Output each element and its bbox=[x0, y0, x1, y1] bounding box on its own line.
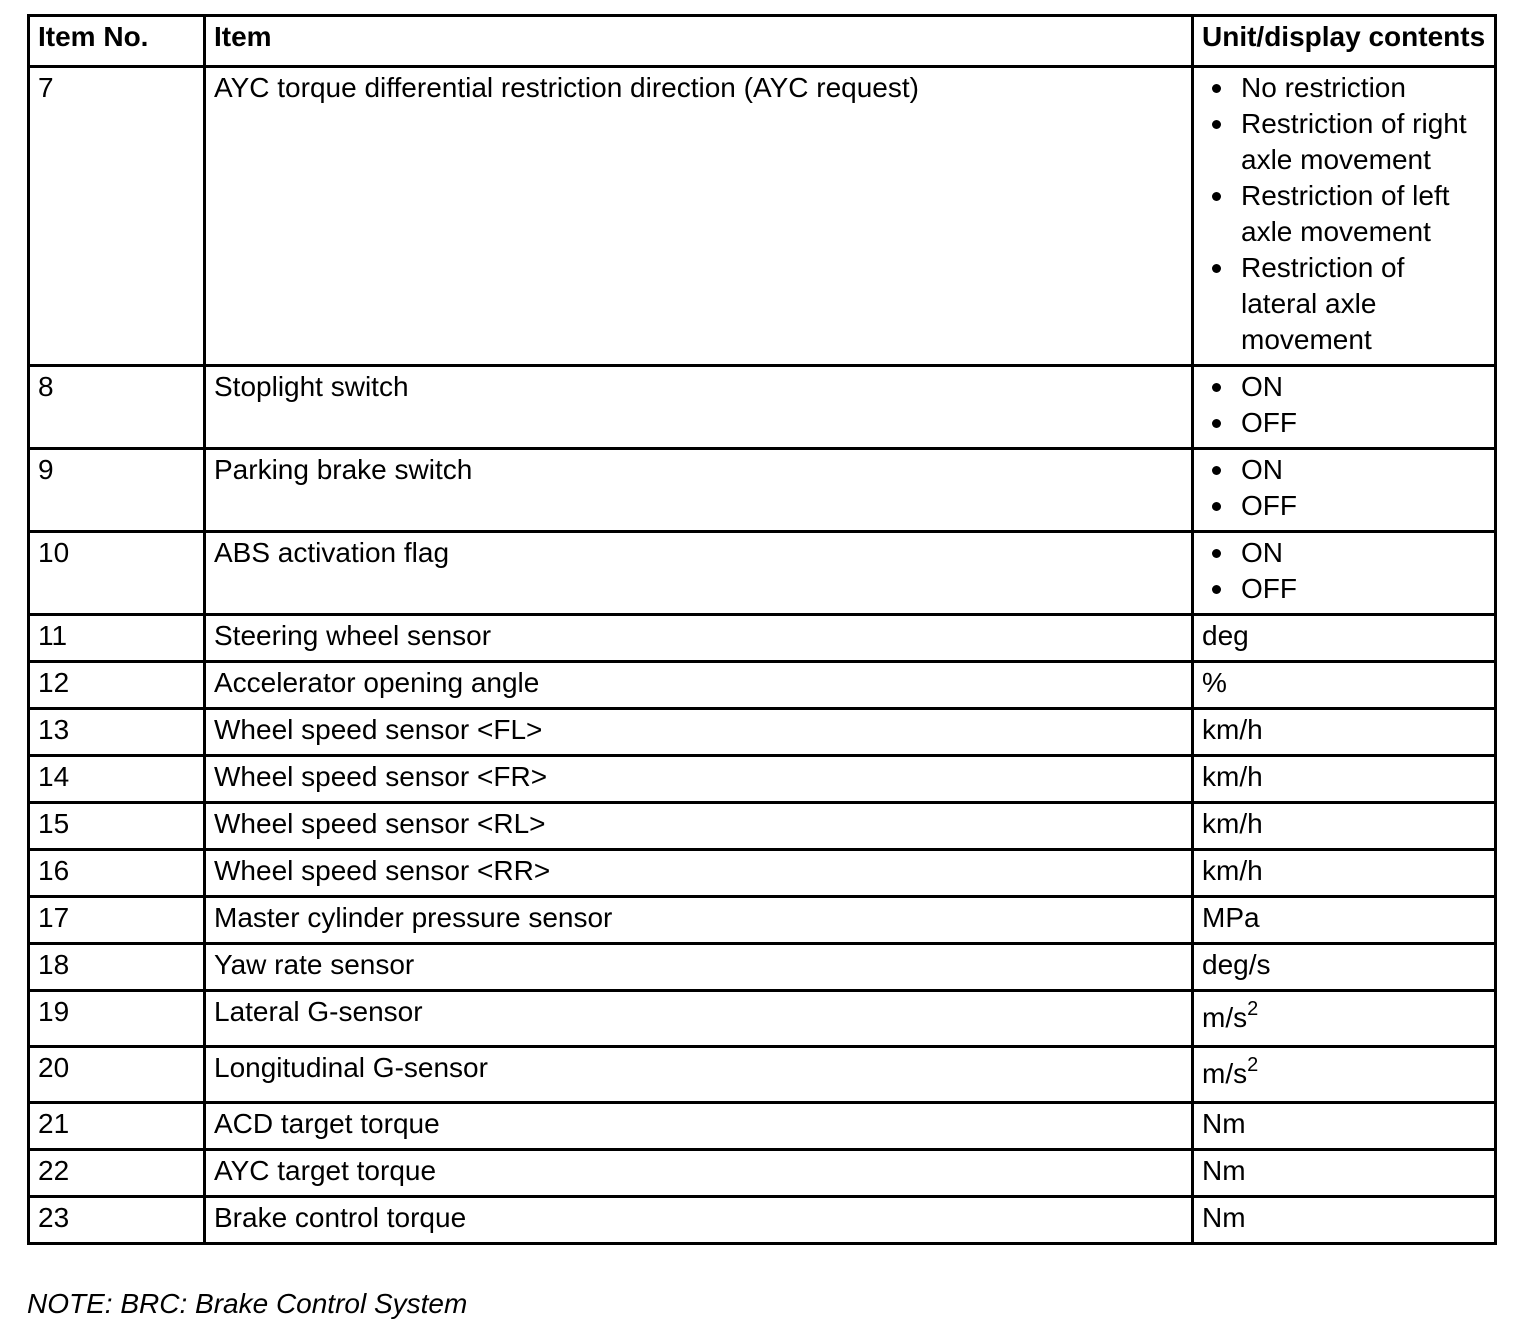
item-number: 12 bbox=[29, 662, 205, 709]
option-list bbox=[1202, 452, 1486, 524]
item-number: 23 bbox=[29, 1197, 205, 1244]
item-number: 19 bbox=[29, 991, 205, 1047]
option-list bbox=[1202, 535, 1486, 607]
option-item: OFF bbox=[1202, 405, 1486, 441]
table-row bbox=[29, 615, 1496, 662]
option-item: ON bbox=[1202, 535, 1486, 571]
item-name: Master cylinder pressure sensor bbox=[205, 897, 1193, 944]
item-name: Accelerator opening angle bbox=[205, 662, 1193, 709]
unit-cell: km/h bbox=[1193, 803, 1496, 850]
table-row bbox=[29, 449, 1496, 532]
item-name: Brake control torque bbox=[205, 1197, 1193, 1244]
item-number: 20 bbox=[29, 1047, 205, 1103]
item-name: ABS activation flag bbox=[205, 532, 1193, 615]
item-name: Wheel speed sensor <FR> bbox=[205, 756, 1193, 803]
option-item: Restriction of lateral axle movement bbox=[1202, 250, 1486, 358]
table-row bbox=[29, 366, 1496, 449]
item-number: 7 bbox=[29, 67, 205, 366]
header-item-no: Item No. bbox=[29, 16, 205, 67]
item-name: Lateral G-sensor bbox=[205, 991, 1193, 1047]
item-name: Wheel speed sensor <RL> bbox=[205, 803, 1193, 850]
item-number: 11 bbox=[29, 615, 205, 662]
table-row bbox=[29, 1150, 1496, 1197]
table-row bbox=[29, 662, 1496, 709]
header-unit: Unit/display contents bbox=[1193, 16, 1496, 67]
item-name: Yaw rate sensor bbox=[205, 944, 1193, 991]
item-number: 15 bbox=[29, 803, 205, 850]
item-number: 9 bbox=[29, 449, 205, 532]
option-item: ON bbox=[1202, 369, 1486, 405]
table-row bbox=[29, 756, 1496, 803]
table-row bbox=[29, 709, 1496, 756]
unit-cell: deg bbox=[1193, 615, 1496, 662]
item-name: Longitudinal G-sensor bbox=[205, 1047, 1193, 1103]
data-list-table bbox=[27, 14, 1497, 1245]
unit-exponent: 2 bbox=[1247, 998, 1259, 1020]
unit-cell: km/h bbox=[1193, 756, 1496, 803]
unit-cell: % bbox=[1193, 662, 1496, 709]
unit-cell: km/h bbox=[1193, 709, 1496, 756]
unit-text bbox=[1202, 1050, 1258, 1095]
table-row bbox=[29, 897, 1496, 944]
option-item: ON bbox=[1202, 452, 1486, 488]
item-name: Wheel speed sensor <RR> bbox=[205, 850, 1193, 897]
option-item: Restriction of left axle movement bbox=[1202, 178, 1486, 250]
table-row bbox=[29, 803, 1496, 850]
option-list bbox=[1202, 70, 1486, 358]
table-row bbox=[29, 1047, 1496, 1103]
item-number: 13 bbox=[29, 709, 205, 756]
header-item: Item bbox=[205, 16, 1193, 67]
item-number: 21 bbox=[29, 1103, 205, 1150]
option-item: OFF bbox=[1202, 571, 1486, 607]
unit-cell bbox=[1193, 449, 1496, 532]
unit-cell: km/h bbox=[1193, 850, 1496, 897]
item-number: 18 bbox=[29, 944, 205, 991]
item-number: 10 bbox=[29, 532, 205, 615]
table-row bbox=[29, 532, 1496, 615]
footnote: NOTE: BRC: Brake Control System bbox=[27, 1288, 468, 1319]
table-row bbox=[29, 67, 1496, 366]
item-number: 8 bbox=[29, 366, 205, 449]
unit-exponent: 2 bbox=[1247, 1054, 1259, 1076]
unit-cell bbox=[1193, 67, 1496, 366]
table-row bbox=[29, 944, 1496, 991]
item-name: Parking brake switch bbox=[205, 449, 1193, 532]
option-item: Restriction of right axle movement bbox=[1202, 106, 1486, 178]
unit-cell: MPa bbox=[1193, 897, 1496, 944]
item-number: 17 bbox=[29, 897, 205, 944]
unit-base: m/s bbox=[1202, 1058, 1248, 1089]
unit-cell: Nm bbox=[1193, 1150, 1496, 1197]
table-row bbox=[29, 850, 1496, 897]
option-item: OFF bbox=[1202, 488, 1486, 524]
item-number: 22 bbox=[29, 1150, 205, 1197]
unit-base: m/s bbox=[1202, 1002, 1248, 1033]
item-number: 14 bbox=[29, 756, 205, 803]
item-name: AYC target torque bbox=[205, 1150, 1193, 1197]
unit-cell: Nm bbox=[1193, 1197, 1496, 1244]
item-name: Steering wheel sensor bbox=[205, 615, 1193, 662]
item-name: Wheel speed sensor <FL> bbox=[205, 709, 1193, 756]
table-row bbox=[29, 991, 1496, 1047]
item-number: 16 bbox=[29, 850, 205, 897]
option-list bbox=[1202, 369, 1486, 441]
unit-cell bbox=[1193, 532, 1496, 615]
table-row bbox=[29, 1103, 1496, 1150]
item-name: Stoplight switch bbox=[205, 366, 1193, 449]
table-row bbox=[29, 1197, 1496, 1244]
unit-cell: deg/s bbox=[1193, 944, 1496, 991]
item-name: AYC torque differential restriction direction (AYC request) bbox=[205, 67, 1193, 366]
document-page bbox=[27, 14, 1494, 1245]
unit-cell: Nm bbox=[1193, 1103, 1496, 1150]
option-item: No restriction bbox=[1202, 70, 1486, 106]
unit-text bbox=[1202, 994, 1258, 1039]
item-name: ACD target torque bbox=[205, 1103, 1193, 1150]
unit-cell bbox=[1193, 991, 1496, 1047]
unit-cell bbox=[1193, 1047, 1496, 1103]
table-header-row bbox=[29, 16, 1496, 67]
unit-cell bbox=[1193, 366, 1496, 449]
